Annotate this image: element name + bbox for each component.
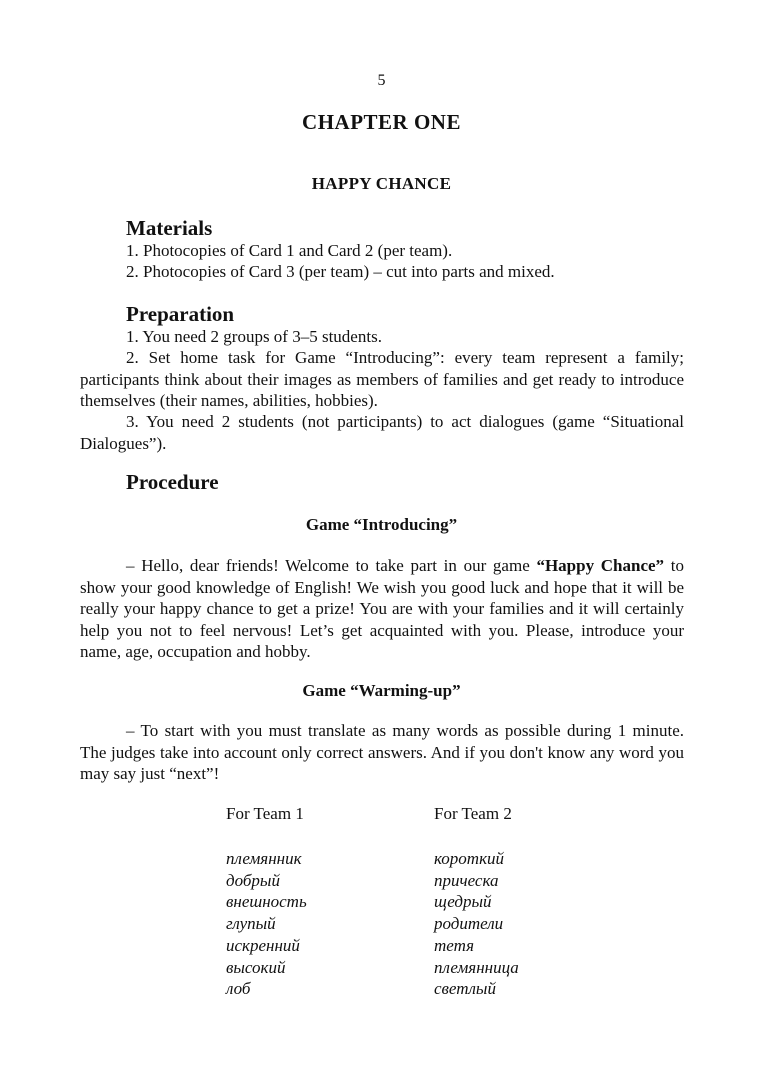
preparation-heading: Preparation (126, 302, 235, 326)
team1-word: искренний (226, 935, 300, 955)
team2-word-list (434, 848, 519, 1000)
warming-up-paragraph: – To start with you must translate as many words as possible during 1 minute. The judges take into account only correct answers. And if you don't know any word you may say just “next”! (80, 721, 684, 783)
introducing-title: Game “Introducing” (305, 515, 458, 534)
team2-heading: For Team 2 (434, 804, 512, 823)
preparation-item-2: 2. Set home task for Game “Introducing”: every team represent a family; participants think about their images as members of families and get ready to introduce themselves (their names, abilities, hobbies). (80, 348, 684, 410)
introducing-paragraph (80, 555, 684, 663)
materials-heading: Materials (126, 216, 213, 240)
introducing-text-before: – Hello, dear friends! Welcome to take part in our game (126, 556, 537, 575)
preparation-item-1: 1. You need 2 groups of 3–5 students. (126, 327, 382, 346)
materials-item-2: 2. Photocopies of Card 3 (per team) – cut into parts and mixed. (126, 262, 555, 281)
team1-word-list (226, 848, 307, 1000)
team2-word: короткий (434, 849, 505, 868)
team2-word: щедрый (434, 892, 492, 912)
team1-word: добрый (226, 870, 280, 890)
introducing-text-after: to show your good knowledge of English! We wish you good luck and hope that it will be really your happy chance to get a prize! You are with your families and it will certainly help you not to feel nervous! Let’s get acquainted with you. Please, introduce your name, age, occupation and hobby. (80, 556, 684, 661)
game-title: HAPPY CHANCE (311, 174, 452, 193)
page-number: 5 (377, 72, 386, 89)
team1-word: племянник (226, 849, 302, 868)
warming-up-title: Game “Warming-up” (302, 681, 461, 700)
team1-word: высокий (226, 957, 286, 977)
team2-word: прическа (434, 870, 499, 890)
team2-word: племянница (434, 957, 519, 977)
team2-word: тетя (434, 935, 474, 955)
team2-word: светлый (434, 979, 496, 999)
procedure-heading: Procedure (126, 470, 219, 494)
chapter-title: CHAPTER ONE (302, 110, 461, 134)
preparation-item-3: 3. You need 2 students (not participants) to act dialogues (game “Situational Dialogues”). (80, 412, 684, 453)
team1-heading: For Team 1 (226, 804, 304, 823)
team1-word: лоб (226, 979, 251, 999)
happy-chance-bold: “Happy Chance” (536, 556, 665, 575)
team1-word: внешность (226, 892, 307, 912)
team2-word: родители (434, 914, 504, 934)
team1-word: глупый (226, 914, 276, 934)
materials-item-1: 1. Photocopies of Card 1 and Card 2 (per team). (126, 241, 453, 260)
